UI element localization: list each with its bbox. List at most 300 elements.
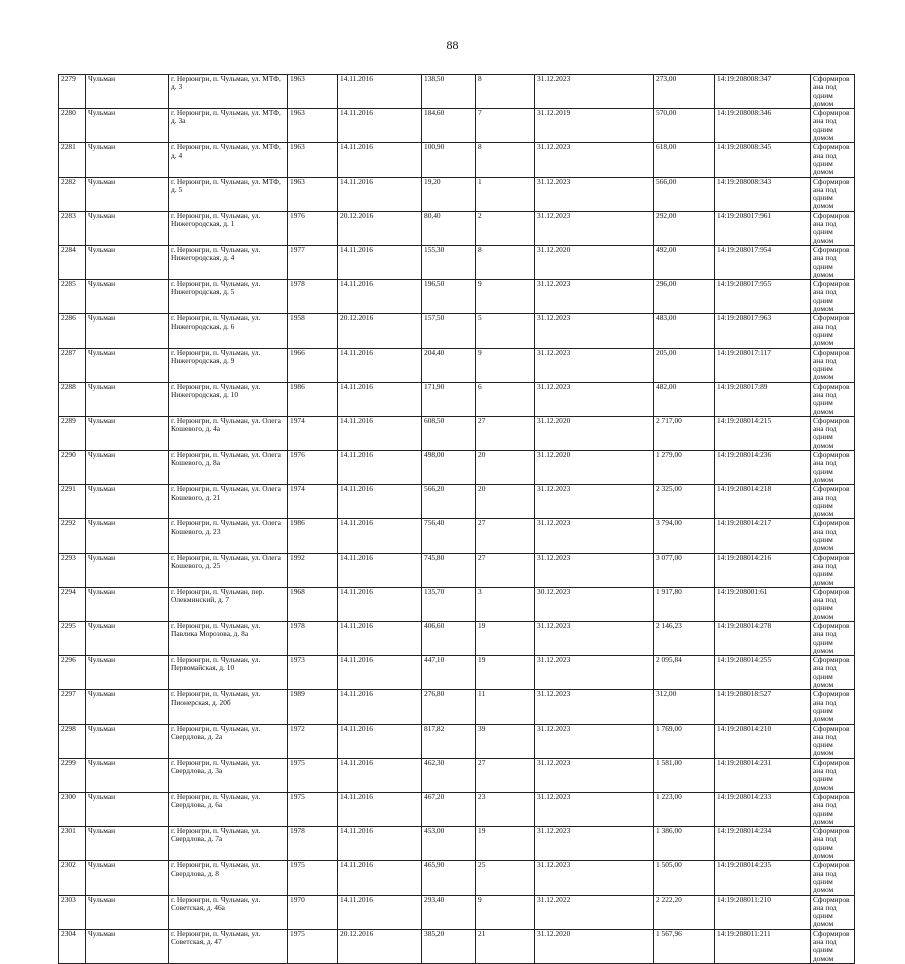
cell-locality: Чульман [86,245,169,279]
cell-deadline: 31.12.2023 [535,75,654,109]
cell-id: 2289 [59,416,86,450]
cell-id: 2302 [59,861,86,895]
cell-cadastral: 14:19:208017:89 [715,382,811,416]
cell-id: 2284 [59,245,86,279]
cell-locality: Чульман [86,416,169,450]
cell-year: 1986 [288,519,338,553]
table-row [59,587,855,621]
cell-locality: Чульман [86,895,169,929]
cell-area: 817,82 [422,724,476,758]
cell-cadastral: 14:19:208018:527 [715,690,811,724]
table-row [59,792,855,826]
cell-locality: Чульман [86,75,169,109]
cell-amount: 1 279,00 [654,451,715,485]
cell-status: Сформирована под одним домом [811,75,855,109]
cell-address: г. Нерюнгри, п. Чульман, ул. Нижегородская, д. 10 [169,382,288,416]
cell-locality: Чульман [86,451,169,485]
cell-count: 27 [476,758,535,792]
cell-deadline: 31.12.2023 [535,622,654,656]
table-row [59,929,855,963]
cell-area: 135,70 [422,587,476,621]
table-row [59,348,855,382]
cell-count: 8 [476,245,535,279]
cell-id: 2291 [59,485,86,519]
cell-count: 25 [476,861,535,895]
cell-cadastral: 14:19:208014:217 [715,519,811,553]
cell-address: г. Нерюнгри, п. Чульман, ул. МТФ, д. 4 [169,143,288,177]
cell-locality: Чульман [86,314,169,348]
cell-amount: 296,00 [654,280,715,314]
cell-year: 1958 [288,314,338,348]
cell-address: г. Нерюнгри, п. Чульман, ул. Нижегородская, д. 1 [169,211,288,245]
cell-deadline: 31.12.2023 [535,348,654,382]
cell-status: Сформирована под одним домом [811,553,855,587]
cell-date: 14.11.2016 [338,348,422,382]
cell-count: 19 [476,656,535,690]
cell-address: г. Нерюнгри, п. Чульман, ул. Первомайская, д. 10 [169,656,288,690]
cell-count: 2 [476,211,535,245]
cell-id: 2297 [59,690,86,724]
table-row [59,895,855,929]
cell-date: 14.11.2016 [338,177,422,211]
cell-locality: Чульман [86,348,169,382]
cell-cadastral: 14:19:208014:255 [715,656,811,690]
cell-status: Сформирована под одним домом [811,451,855,485]
cell-status: Сформирована под одним домом [811,245,855,279]
cell-date: 14.11.2016 [338,758,422,792]
cell-locality: Чульман [86,724,169,758]
table-row [59,382,855,416]
table-row [59,109,855,143]
cell-year: 1974 [288,485,338,519]
cell-count: 20 [476,451,535,485]
cell-year: 1978 [288,280,338,314]
table-row [59,690,855,724]
cell-deadline: 31.12.2020 [535,451,654,485]
table-row [59,758,855,792]
cell-id: 2290 [59,451,86,485]
cell-date: 20.12.2016 [338,929,422,963]
cell-count: 19 [476,622,535,656]
table-row [59,656,855,690]
cell-cadastral: 14:19:208014:218 [715,485,811,519]
cell-id: 2294 [59,587,86,621]
cell-area: 80,40 [422,211,476,245]
cell-date: 14.11.2016 [338,861,422,895]
cell-deadline: 31.12.2023 [535,314,654,348]
cell-cadastral: 14:19:208014:278 [715,622,811,656]
cell-locality: Чульман [86,109,169,143]
cell-date: 20.12.2016 [338,211,422,245]
cell-amount: 570,00 [654,109,715,143]
cell-area: 756,40 [422,519,476,553]
cell-cadastral: 14:19:208001:61 [715,587,811,621]
cell-date: 14.11.2016 [338,587,422,621]
table-row [59,519,855,553]
cell-locality: Чульман [86,622,169,656]
cell-address: г. Нерюнгри, п. Чульман, ул. Свердлова, д. 3а [169,758,288,792]
cell-area: 196,50 [422,280,476,314]
cell-count: 9 [476,280,535,314]
cell-year: 1992 [288,553,338,587]
cell-address: г. Нерюнгри, п. Чульман, ул. МТФ, д. 3 [169,75,288,109]
cell-year: 1975 [288,758,338,792]
cell-status: Сформирована под одним домом [811,690,855,724]
cell-cadastral: 14:19:208011:210 [715,895,811,929]
cell-address: г. Нерюнгри, п. Чульман, пер. Олекминский, д. 7 [169,587,288,621]
cell-address: г. Нерюнгри, п. Чульман, ул. Олега Кошевого, д. 21 [169,485,288,519]
cell-count: 9 [476,895,535,929]
cell-area: 406,60 [422,622,476,656]
cell-address: г. Нерюнгри, п. Чульман, ул. Олега Кошевого, д. 8а [169,451,288,485]
table-row [59,314,855,348]
cell-deadline: 31.12.2023 [535,177,654,211]
cell-cadastral: 14:19:208014:235 [715,861,811,895]
cell-address: г. Нерюнгри, п. Чульман, ул. Советская, д. 46а [169,895,288,929]
cell-deadline: 31.12.2023 [535,553,654,587]
cell-locality: Чульман [86,553,169,587]
cell-address: г. Нерюнгри, п. Чульман, ул. Нижегородская, д. 6 [169,314,288,348]
cell-deadline: 31.12.2023 [535,758,654,792]
cell-deadline: 31.12.2023 [535,827,654,861]
table-row [59,143,855,177]
cell-amount: 2 222,20 [654,895,715,929]
cell-status: Сформирована под одним домом [811,382,855,416]
cell-id: 2279 [59,75,86,109]
cell-address: г. Нерюнгри, п. Чульман, ул. Олега Кошевого, д. 4а [169,416,288,450]
cell-address: г. Нерюнгри, п. Чульман, ул. Олега Кошевого, д. 25 [169,553,288,587]
cell-address: г. Нерюнгри, п. Чульман, ул. Свердлова, д. 7а [169,827,288,861]
cell-date: 14.11.2016 [338,109,422,143]
cell-amount: 1 223,00 [654,792,715,826]
cell-area: 171,90 [422,382,476,416]
cell-amount: 205,00 [654,348,715,382]
cell-deadline: 31.12.2023 [535,724,654,758]
cell-date: 14.11.2016 [338,724,422,758]
cell-area: 467,20 [422,792,476,826]
cell-status: Сформирована под одним домом [811,177,855,211]
cell-count: 21 [476,929,535,963]
cell-address: г. Нерюнгри, п. Чульман, ул. Олега Кошевого, д. 23 [169,519,288,553]
cell-locality: Чульман [86,211,169,245]
cell-deadline: 31.12.2023 [535,280,654,314]
cell-locality: Чульман [86,656,169,690]
cell-status: Сформирована под одним домом [811,929,855,963]
cell-amount: 2 325,00 [654,485,715,519]
cell-year: 1978 [288,827,338,861]
cell-id: 2295 [59,622,86,656]
cell-year: 1970 [288,895,338,929]
cell-count: 39 [476,724,535,758]
cell-area: 157,50 [422,314,476,348]
cell-year: 1975 [288,861,338,895]
page-number: 88 [446,38,459,52]
cell-area: 155,30 [422,245,476,279]
cell-deadline: 31.12.2019 [535,109,654,143]
cell-year: 1975 [288,792,338,826]
cell-address: г. Нерюнгри, п. Чульман, ул. МТФ, д. 3а [169,109,288,143]
cell-locality: Чульман [86,827,169,861]
cell-cadastral: 14:19:208017:954 [715,245,811,279]
cell-status: Сформирована под одним домом [811,519,855,553]
cell-area: 566,20 [422,485,476,519]
cell-address: г. Нерюнгри, п. Чульман, ул. Пионерская, д. 20б [169,690,288,724]
cell-year: 1963 [288,109,338,143]
cell-deadline: 31.12.2022 [535,895,654,929]
cell-year: 1977 [288,245,338,279]
cell-status: Сформирована под одним домом [811,280,855,314]
cell-locality: Чульман [86,143,169,177]
cell-cadastral: 14:19:208008:343 [715,177,811,211]
cell-amount: 3 077,00 [654,553,715,587]
cell-address: г. Нерюнгри, п. Чульман, ул. Свердлова, д. 8 [169,861,288,895]
cell-locality: Чульман [86,177,169,211]
cell-deadline: 31.12.2023 [535,861,654,895]
cell-date: 14.11.2016 [338,553,422,587]
cell-amount: 1 567,96 [654,929,715,963]
cell-amount: 273,00 [654,75,715,109]
cell-cadastral: 14:19:208017:117 [715,348,811,382]
cell-status: Сформирована под одним домом [811,758,855,792]
cell-locality: Чульман [86,587,169,621]
table-row [59,211,855,245]
cell-date: 14.11.2016 [338,143,422,177]
cell-count: 23 [476,792,535,826]
table-row [59,416,855,450]
cell-status: Сформирована под одним домом [811,314,855,348]
cell-cadastral: 14:19:208008:345 [715,143,811,177]
cell-id: 2281 [59,143,86,177]
cell-year: 1973 [288,656,338,690]
cell-status: Сформирована под одним домом [811,587,855,621]
cell-address: г. Нерюнгри, п. Чульман, ул. Нижегородская, д. 9 [169,348,288,382]
cell-status: Сформирована под одним домом [811,792,855,826]
cell-area: 184,60 [422,109,476,143]
cell-cadastral: 14:19:208017:963 [715,314,811,348]
cell-id: 2285 [59,280,86,314]
cell-address: г. Нерюнгри, п. Чульман, ул. Павлика Морозова, д. 8а [169,622,288,656]
cell-count: 7 [476,109,535,143]
cell-amount: 2 095,84 [654,656,715,690]
cell-deadline: 30.12.2023 [535,587,654,621]
table-row [59,280,855,314]
cell-count: 27 [476,519,535,553]
cell-year: 1963 [288,177,338,211]
cell-status: Сформирована под одним домом [811,348,855,382]
cell-id: 2304 [59,929,86,963]
cell-deadline: 31.12.2023 [535,656,654,690]
table-row [59,827,855,861]
cell-year: 1972 [288,724,338,758]
table-row [59,861,855,895]
cell-amount: 1 386,00 [654,827,715,861]
cell-count: 27 [476,553,535,587]
cell-status: Сформирована под одним домом [811,861,855,895]
cell-deadline: 31.12.2020 [535,245,654,279]
cell-status: Сформирована под одним домом [811,485,855,519]
cell-area: 447,10 [422,656,476,690]
cell-year: 1974 [288,416,338,450]
cell-deadline: 31.12.2023 [535,382,654,416]
cell-date: 20.12.2016 [338,314,422,348]
cell-date: 14.11.2016 [338,895,422,929]
cell-id: 2287 [59,348,86,382]
cell-year: 1978 [288,622,338,656]
cell-area: 293,40 [422,895,476,929]
cell-count: 8 [476,75,535,109]
cell-locality: Чульман [86,861,169,895]
cell-year: 1986 [288,382,338,416]
cell-id: 2298 [59,724,86,758]
cell-address: г. Нерюнгри, п. Чульман, ул. Свердлова, д. 2а [169,724,288,758]
cell-amount: 1 505,00 [654,861,715,895]
cell-id: 2280 [59,109,86,143]
cell-deadline: 31.12.2023 [535,485,654,519]
housing-registry-table [58,74,855,964]
table-row [59,724,855,758]
cell-area: 19,20 [422,177,476,211]
cell-count: 8 [476,143,535,177]
cell-locality: Чульман [86,382,169,416]
cell-locality: Чульман [86,280,169,314]
table-row [59,451,855,485]
cell-amount: 566,00 [654,177,715,211]
cell-deadline: 31.12.2023 [535,690,654,724]
cell-address: г. Нерюнгри, п. Чульман, ул. МТФ, д. 5 [169,177,288,211]
cell-area: 745,80 [422,553,476,587]
cell-area: 462,30 [422,758,476,792]
table-body [59,75,855,964]
cell-date: 14.11.2016 [338,245,422,279]
cell-date: 14.11.2016 [338,75,422,109]
cell-status: Сформирована под одним домом [811,656,855,690]
cell-cadastral: 14:19:208008:346 [715,109,811,143]
cell-status: Сформирована под одним домом [811,724,855,758]
cell-amount: 1 769,00 [654,724,715,758]
cell-cadastral: 14:19:208014:234 [715,827,811,861]
cell-amount: 1 581,00 [654,758,715,792]
cell-amount: 3 794,00 [654,519,715,553]
cell-date: 14.11.2016 [338,451,422,485]
cell-amount: 1 917,80 [654,587,715,621]
cell-status: Сформирована под одним домом [811,416,855,450]
cell-count: 5 [476,314,535,348]
cell-id: 2293 [59,553,86,587]
cell-cadastral: 14:19:208014:216 [715,553,811,587]
cell-year: 1966 [288,348,338,382]
cell-amount: 292,00 [654,211,715,245]
cell-count: 20 [476,485,535,519]
cell-count: 19 [476,827,535,861]
cell-cadastral: 14:19:208014:231 [715,758,811,792]
cell-cadastral: 14:19:208014:236 [715,451,811,485]
cell-id: 2303 [59,895,86,929]
table-row [59,553,855,587]
cell-status: Сформирована под одним домом [811,622,855,656]
cell-id: 2296 [59,656,86,690]
cell-amount: 482,00 [654,382,715,416]
cell-year: 1975 [288,929,338,963]
table-row [59,622,855,656]
cell-status: Сформирована под одним домом [811,827,855,861]
cell-year: 1976 [288,211,338,245]
cell-date: 14.11.2016 [338,690,422,724]
cell-year: 1968 [288,587,338,621]
cell-amount: 312,00 [654,690,715,724]
cell-area: 276,80 [422,690,476,724]
cell-status: Сформирована под одним домом [811,143,855,177]
cell-date: 14.11.2016 [338,416,422,450]
cell-count: 1 [476,177,535,211]
cell-id: 2288 [59,382,86,416]
cell-cadastral: 14:19:208008:347 [715,75,811,109]
cell-locality: Чульман [86,485,169,519]
table-row [59,177,855,211]
cell-cadastral: 14:19:208014:215 [715,416,811,450]
cell-address: г. Нерюнгри, п. Чульман, ул. Свердлова, д. 6а [169,792,288,826]
cell-id: 2299 [59,758,86,792]
cell-status: Сформирована под одним домом [811,895,855,929]
cell-deadline: 31.12.2023 [535,211,654,245]
cell-date: 14.11.2016 [338,622,422,656]
cell-area: 204,40 [422,348,476,382]
cell-area: 453,00 [422,827,476,861]
cell-status: Сформирована под одним домом [811,211,855,245]
table-row [59,75,855,109]
cell-date: 14.11.2016 [338,656,422,690]
cell-locality: Чульман [86,519,169,553]
cell-address: г. Нерюнгри, п. Чульман, ул. Нижегородская, д. 5 [169,280,288,314]
cell-cadastral: 14:19:208014:210 [715,724,811,758]
cell-count: 27 [476,416,535,450]
cell-id: 2286 [59,314,86,348]
cell-area: 498,00 [422,451,476,485]
cell-count: 3 [476,587,535,621]
cell-id: 2283 [59,211,86,245]
cell-deadline: 31.12.2023 [535,792,654,826]
cell-locality: Чульман [86,929,169,963]
cell-date: 14.11.2016 [338,827,422,861]
cell-locality: Чульман [86,690,169,724]
cell-date: 14.11.2016 [338,280,422,314]
cell-locality: Чульман [86,792,169,826]
cell-amount: 492,00 [654,245,715,279]
cell-year: 1963 [288,143,338,177]
cell-id: 2301 [59,827,86,861]
cell-year: 1989 [288,690,338,724]
cell-address: г. Нерюнгри, п. Чульман, ул. Нижегородская, д. 4 [169,245,288,279]
table-row [59,485,855,519]
cell-cadastral: 14:19:208017:961 [715,211,811,245]
cell-deadline: 31.12.2023 [535,519,654,553]
cell-date: 14.11.2016 [338,382,422,416]
cell-date: 14.11.2016 [338,792,422,826]
cell-area: 465,90 [422,861,476,895]
cell-count: 11 [476,690,535,724]
cell-area: 100,90 [422,143,476,177]
cell-id: 2282 [59,177,86,211]
cell-deadline: 31.12.2023 [535,143,654,177]
cell-count: 6 [476,382,535,416]
cell-deadline: 31.12.2020 [535,416,654,450]
cell-cadastral: 14:19:208011:211 [715,929,811,963]
cell-year: 1976 [288,451,338,485]
cell-cadastral: 14:19:208017:955 [715,280,811,314]
cell-amount: 483,00 [654,314,715,348]
cell-year: 1963 [288,75,338,109]
cell-status: Сформирована под одним домом [811,109,855,143]
cell-count: 9 [476,348,535,382]
